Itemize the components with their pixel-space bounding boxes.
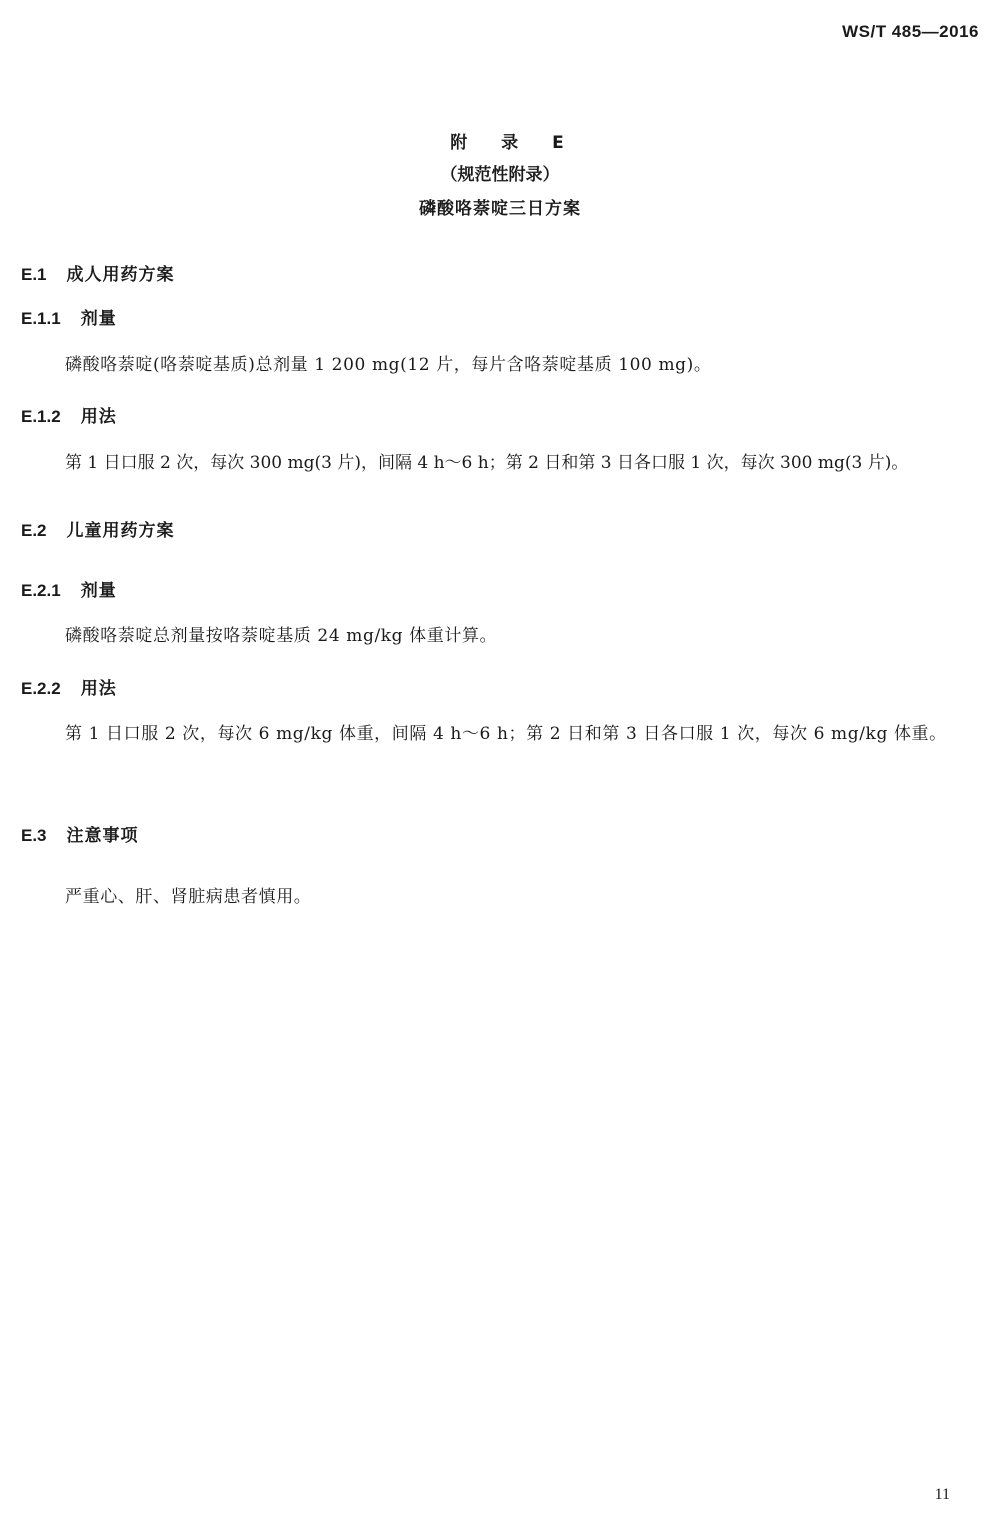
- section-number: E.3: [21, 826, 47, 845]
- section-heading-e2-2: [21, 674, 117, 699]
- paragraph-e1-1: 磷酸咯萘啶(咯萘啶基质)总剂量 1 200 mg(12 片，每片含咯萘啶基质 100 mg)。: [65, 355, 712, 375]
- section-number: E.2: [21, 521, 47, 540]
- section-number: E.1: [21, 265, 47, 284]
- paragraph-e1-2: 第 1 日口服 2 次，每次 300 mg(3 片)，间隔 4 h～6 h；第 2 日和第 3 日各口服 1 次，每次 300 mg(3 片)。: [65, 453, 909, 473]
- section-heading-e2: [21, 516, 175, 541]
- section-number: E.2.2: [21, 679, 61, 698]
- appendix-subject: 磷酸咯萘啶三日方案: [419, 199, 581, 219]
- appendix-title: 附 录 E: [450, 133, 578, 153]
- page-number: 11: [934, 1486, 950, 1503]
- standard-code: WS/T 485—2016: [842, 22, 979, 41]
- section-heading-e1: [21, 260, 175, 285]
- section-title: 剂量: [80, 309, 117, 329]
- section-title: 儿童用药方案: [66, 521, 175, 541]
- section-title: 成人用药方案: [66, 265, 175, 285]
- section-title: 用法: [80, 679, 117, 699]
- appendix-nature: （规范性附录）: [440, 165, 560, 185]
- paragraph-e2-1: 磷酸咯萘啶总剂量按咯萘啶基质 24 mg/kg 体重计算。: [65, 626, 498, 646]
- section-heading-e3: [21, 821, 139, 846]
- section-heading-e2-1: [21, 576, 117, 601]
- section-number: E.1.2: [21, 407, 61, 426]
- section-title: 剂量: [80, 581, 117, 601]
- paragraph-e3: 严重心、肝、肾脏病患者慎用。: [65, 887, 312, 907]
- paragraph-e2-2: 第 1 日口服 2 次，每次 6 mg/kg 体重，间隔 4 h～6 h；第 2 日和第 3 日各口服 1 次，每次 6 mg/kg 体重。: [65, 724, 947, 744]
- section-number: E.1.1: [21, 309, 61, 328]
- section-title: 注意事项: [66, 826, 139, 846]
- section-heading-e1-2: [21, 402, 117, 427]
- section-title: 用法: [80, 407, 117, 427]
- section-number: E.2.1: [21, 581, 61, 600]
- section-heading-e1-1: [21, 304, 117, 329]
